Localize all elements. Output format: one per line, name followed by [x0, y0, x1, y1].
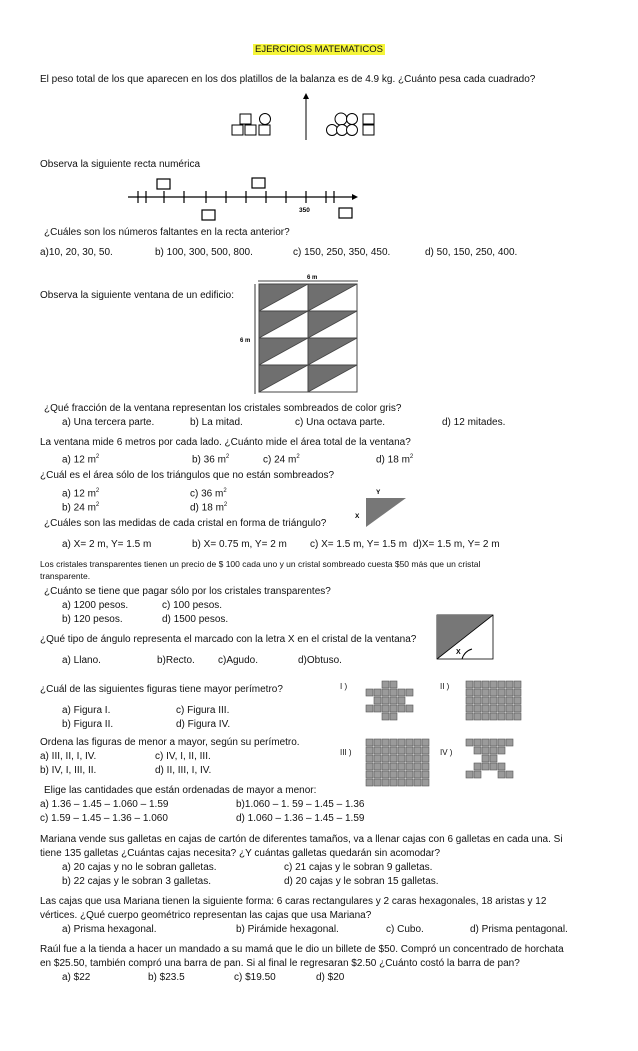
grid-cell [482, 755, 489, 762]
q8-option-c: c) 100 pesos. [162, 600, 223, 611]
grid-cell [382, 697, 389, 704]
question-8-intro: Los cristales transparentes tienen un precio de $ 100 cada uno y un cristal sombreado cuesta $50 más que un cristal [40, 559, 481, 569]
q13-option-b: b) 22 cajas y le sobran 3 galletas. [62, 876, 211, 887]
grid-cell [398, 755, 405, 762]
grid-cell [390, 681, 397, 688]
question-14-line-1: Las cajas que usa Mariana tienen la siguiente forma: 6 caras rectangulares y 2 caras hexagonales, 18 aristas y 12 [40, 896, 547, 907]
triangle-figure [350, 485, 410, 530]
q14-option-d: d) Prisma pentagonal. [470, 924, 568, 935]
grid-cell [466, 771, 473, 778]
grid-cell [382, 763, 389, 770]
grid-cell [482, 739, 489, 746]
grid-cell [506, 739, 513, 746]
question-11: Ordena las figuras de menor a mayor, según su perímetro. [40, 737, 300, 748]
q7-option-d: d)X= 1.5 m, Y= 2 m [413, 539, 500, 550]
grid-cell [474, 697, 481, 704]
grid-cell [482, 689, 489, 696]
q4-option-c: c) Una octava parte. [295, 417, 386, 428]
question-7: ¿Cuáles son las medidas de cada cristal en forma de triángulo? [44, 518, 327, 529]
grid-cell [398, 779, 405, 786]
question-8-intro-2: transparente. [40, 571, 91, 581]
grid-cell [406, 739, 413, 746]
grid-cell [466, 697, 473, 704]
grid-cell [466, 739, 473, 746]
grid-cell [406, 747, 413, 754]
grid-cell [514, 713, 521, 720]
figure-label-3: III ) [340, 748, 352, 757]
question-3-intro: Observa la siguiente ventana de un edificio: [40, 290, 235, 301]
grid-cell [414, 739, 421, 746]
grid-cell [506, 771, 513, 778]
grid-cell [398, 697, 405, 704]
question-10: ¿Cuál de las siguientes figuras tiene mayor perímetro? [40, 684, 283, 695]
q10-option-d: d) Figura IV. [176, 719, 231, 730]
q13-option-a: a) 20 cajas y no le sobran galletas. [62, 862, 217, 873]
q7-option-c: c) X= 1.5 m, Y= 1.5 m [310, 539, 408, 550]
grid-cell [406, 689, 413, 696]
grid-cell [422, 779, 429, 786]
q12-option-c: c) 1.59 – 1.45 – 1.36 – 1.060 [40, 813, 168, 824]
q5-option-d: d) 18 $m^2$ [376, 454, 414, 466]
grid-cell [398, 763, 405, 770]
q11-option-b: b) IV, I, III, II. [40, 765, 97, 776]
window-width-label: 6 m [307, 275, 318, 281]
q7-option-b: b) X= 0.75 m, Y= 2 m [192, 539, 287, 550]
grid-cell [474, 705, 481, 712]
grid-cell [422, 739, 429, 746]
grid-cell [366, 771, 373, 778]
q11-option-a: a) III, II, I, IV. [40, 751, 97, 762]
grid-cell [390, 697, 397, 704]
grid-cell [490, 739, 497, 746]
q15-option-c: c) $19.50 [234, 972, 276, 983]
question-15-line-1: Raúl fue a la tienda a hacer un mandado a su mamá que le dio un billete de $50. Compró un concentrado de horchata [40, 944, 564, 955]
grid-cell [506, 697, 513, 704]
question-9: ¿Qué tipo de ángulo representa el marcado con la letra X en el cristal de la ventana? [40, 634, 417, 645]
grid-cell [514, 689, 521, 696]
grid-cell [390, 779, 397, 786]
grid-cell [474, 713, 481, 720]
q13-option-d: d) 20 cajas y le sobran 15 galletas. [284, 876, 439, 887]
grid-cell [498, 739, 505, 746]
grid-cell [382, 713, 389, 720]
grid-cell [498, 705, 505, 712]
grid-cell [490, 755, 497, 762]
grid-cell [414, 779, 421, 786]
q2-option-b: b) 100, 300, 500, 800. [155, 247, 253, 258]
grid-cell [506, 681, 513, 688]
q14-option-b: b) Pirámide hexagonal. [236, 924, 339, 935]
q9-option-b: b)Recto. [157, 655, 195, 666]
q12-option-a: a) 1.36 – 1.45 – 1.060 – 1.59 [40, 799, 169, 810]
window-figure [232, 272, 362, 396]
grid-cell [474, 771, 481, 778]
grid-cell [514, 705, 521, 712]
q4-option-a: a) Una tercera parte. [62, 417, 155, 428]
number-line-figure [120, 172, 360, 224]
grid-cell [474, 747, 481, 754]
grid-cell [498, 771, 505, 778]
q6-option-b: b) 24 $m^2$ [62, 502, 100, 514]
numberline-label: 350 [299, 207, 310, 214]
grid-cell [382, 771, 389, 778]
q12-option-d: d) 1.060 – 1.36 – 1.45 – 1.59 [236, 813, 365, 824]
triangle-label-y: Y [376, 489, 381, 496]
q11-option-d: d) II, III, I, IV. [155, 765, 212, 776]
q6-option-a: a) 12 $m^2$ [62, 488, 100, 500]
grid-cell [490, 705, 497, 712]
grid-cell [382, 747, 389, 754]
grid-cell [498, 689, 505, 696]
balance-figure [228, 92, 383, 142]
grid-cell [482, 681, 489, 688]
grid-cell [490, 763, 497, 770]
q5-option-b: b) 36 $m^2$ [192, 454, 230, 466]
grid-cell [498, 713, 505, 720]
grid-cell [414, 755, 421, 762]
question-6: ¿Cuál es el área sólo de los triángulos que no están sombreados? [40, 470, 335, 481]
grid-cell [498, 681, 505, 688]
grid-cell [406, 779, 413, 786]
grid-cell [474, 681, 481, 688]
q15-option-b: b) $23.5 [148, 972, 185, 983]
grid-cell [466, 713, 473, 720]
q14-option-c: c) Cubo. [386, 924, 424, 935]
q12-option-b: b)1.060 – 1. 59 – 1.45 – 1.36 [236, 799, 365, 810]
triangle-label-x: X [355, 513, 360, 520]
grid-cell [390, 755, 397, 762]
grid-cell [382, 739, 389, 746]
grid-cell [482, 747, 489, 754]
window-height-label: 6 m [240, 338, 251, 344]
grid-cell [374, 771, 381, 778]
grid-cell [490, 697, 497, 704]
grid-cell [482, 705, 489, 712]
grid-cell [414, 771, 421, 778]
grid-cell [398, 747, 405, 754]
grid-cell [374, 747, 381, 754]
grid-cell [382, 681, 389, 688]
figure-1 [365, 680, 431, 740]
question-14-line-2: vértices. ¿Qué cuerpo geométrico representan las cajas que usa Mariana? [40, 910, 372, 921]
grid-cell [514, 697, 521, 704]
grid-cell [490, 689, 497, 696]
grid-cell [366, 755, 373, 762]
grid-cell [398, 689, 405, 696]
grid-cell [474, 739, 481, 746]
question-12: Elige las cantidades que están ordenadas de mayor a menor: [44, 785, 317, 796]
grid-cell [506, 705, 513, 712]
q4-option-d: d) 12 mitades. [442, 417, 506, 428]
grid-cell [390, 771, 397, 778]
q5-option-c: c) 24 $m^2$ [263, 454, 300, 466]
grid-cell [366, 705, 373, 712]
grid-cell [366, 689, 373, 696]
grid-cell [474, 763, 481, 770]
q9-option-d: d)Obtuso. [298, 655, 342, 666]
grid-cell [382, 779, 389, 786]
grid-cell [366, 739, 373, 746]
page-title: EJERCICIOS MATEMATICOS [255, 44, 383, 55]
q9-option-a: a) Llano. [62, 655, 101, 666]
grid-cell [498, 747, 505, 754]
grid-cell [374, 705, 381, 712]
angle-label: X [456, 649, 461, 656]
q4-option-b: b) La mitad. [190, 417, 243, 428]
grid-cell [422, 763, 429, 770]
question-15-line-2: en $25.50, también compró una barra de pan. Si al final le regresaran $2.50 ¿Cuánto costó la barra de pan? [40, 958, 520, 969]
grid-cell [366, 763, 373, 770]
grid-cell [406, 763, 413, 770]
q8-option-b: b) 120 pesos. [62, 614, 123, 625]
q10-option-b: b) Figura II. [62, 719, 114, 730]
question-8: ¿Cuánto se tiene que pagar sólo por los cristales transparentes? [44, 586, 331, 597]
q2-option-a: a)10, 20, 30, 50. [40, 247, 113, 258]
grid-cell [390, 739, 397, 746]
grid-cell [482, 763, 489, 770]
grid-cell [422, 771, 429, 778]
figure-label-1: I ) [340, 682, 348, 691]
grid-cell [498, 763, 505, 770]
grid-cell [374, 697, 381, 704]
grid-cell [398, 739, 405, 746]
angle-figure [436, 614, 496, 662]
grid-cell [382, 755, 389, 762]
q6-option-c: c) 36 $m^2$ [190, 488, 227, 500]
grid-cell [482, 697, 489, 704]
q8-option-a: a) 1200 pesos. [62, 600, 129, 611]
grid-cell [390, 713, 397, 720]
grid-cell [422, 755, 429, 762]
q5-option-a: a) 12 $m^2$ [62, 454, 100, 466]
q8-option-d: d) 1500 pesos. [162, 614, 229, 625]
grid-cell [422, 747, 429, 754]
grid-cell [490, 747, 497, 754]
figure-2 [465, 680, 531, 740]
q10-option-a: a) Figura I. [62, 705, 111, 716]
figure-label-2: II ) [440, 682, 450, 691]
q15-option-a: a) $22 [62, 972, 91, 983]
grid-cell [506, 689, 513, 696]
grid-cell [406, 771, 413, 778]
grid-cell [406, 755, 413, 762]
q2-option-c: c) 150, 250, 350, 450. [293, 247, 391, 258]
question-13-line-1: Mariana vende sus galletas en cajas de cartón de diferentes tamaños, va a llenar cajas con 6 galletas en cada una. Si [40, 834, 563, 845]
grid-cell [366, 779, 373, 786]
question-2: ¿Cuáles son los números faltantes en la recta anterior? [44, 227, 290, 238]
grid-cell [374, 779, 381, 786]
question-5: La ventana mide 6 metros por cada lado. ¿Cuánto mide el área total de la ventana? [40, 437, 411, 448]
question-1: El peso total de los que aparecen en los dos platillos de la balanza es de 4.9 kg. ¿Cuánto pesa cada cuadrado? [40, 74, 536, 85]
grid-cell [466, 681, 473, 688]
grid-cell [406, 705, 413, 712]
q11-option-c: c) IV, I, II, III. [155, 751, 211, 762]
grid-cell [490, 681, 497, 688]
question-13-line-2: tiene 135 galletas ¿Cuántas cajas necesita? ¿Y cuántas galletas quedarán sin acomodar? [40, 848, 441, 859]
grid-cell [506, 713, 513, 720]
grid-cell [366, 747, 373, 754]
q10-option-c: c) Figura III. [176, 705, 230, 716]
grid-cell [498, 697, 505, 704]
grid-cell [374, 739, 381, 746]
grid-cell [374, 755, 381, 762]
q2-option-d: d) 50, 150, 250, 400. [425, 247, 518, 258]
grid-cell [390, 705, 397, 712]
grid-cell [466, 689, 473, 696]
q9-option-c: c)Agudo. [218, 655, 259, 666]
grid-cell [374, 689, 381, 696]
grid-cell [390, 763, 397, 770]
grid-cell [490, 713, 497, 720]
figure-4 [465, 738, 531, 798]
grid-cell [382, 705, 389, 712]
grid-cell [374, 763, 381, 770]
q6-option-d: d) 18 $m^2$ [190, 502, 228, 514]
grid-cell [398, 771, 405, 778]
grid-cell [514, 681, 521, 688]
q7-option-a: a) X= 2 m, Y= 1.5 m [62, 539, 152, 550]
grid-cell [390, 689, 397, 696]
q15-option-d: d) $20 [316, 972, 345, 983]
grid-cell [398, 705, 405, 712]
grid-cell [482, 713, 489, 720]
figure-label-4: IV ) [440, 748, 453, 757]
q14-option-a: a) Prisma hexagonal. [62, 924, 157, 935]
grid-cell [414, 763, 421, 770]
grid-cell [414, 747, 421, 754]
q13-option-c: c) 21 cajas y le sobran 9 galletas. [284, 862, 433, 873]
question-2-intro: Observa la siguiente recta numérica [40, 159, 201, 170]
grid-cell [382, 689, 389, 696]
grid-cell [390, 747, 397, 754]
question-4: ¿Qué fracción de la ventana representan los cristales sombreados de color gris? [44, 403, 402, 414]
figure-3 [365, 738, 431, 798]
grid-cell [474, 689, 481, 696]
grid-cell [466, 705, 473, 712]
